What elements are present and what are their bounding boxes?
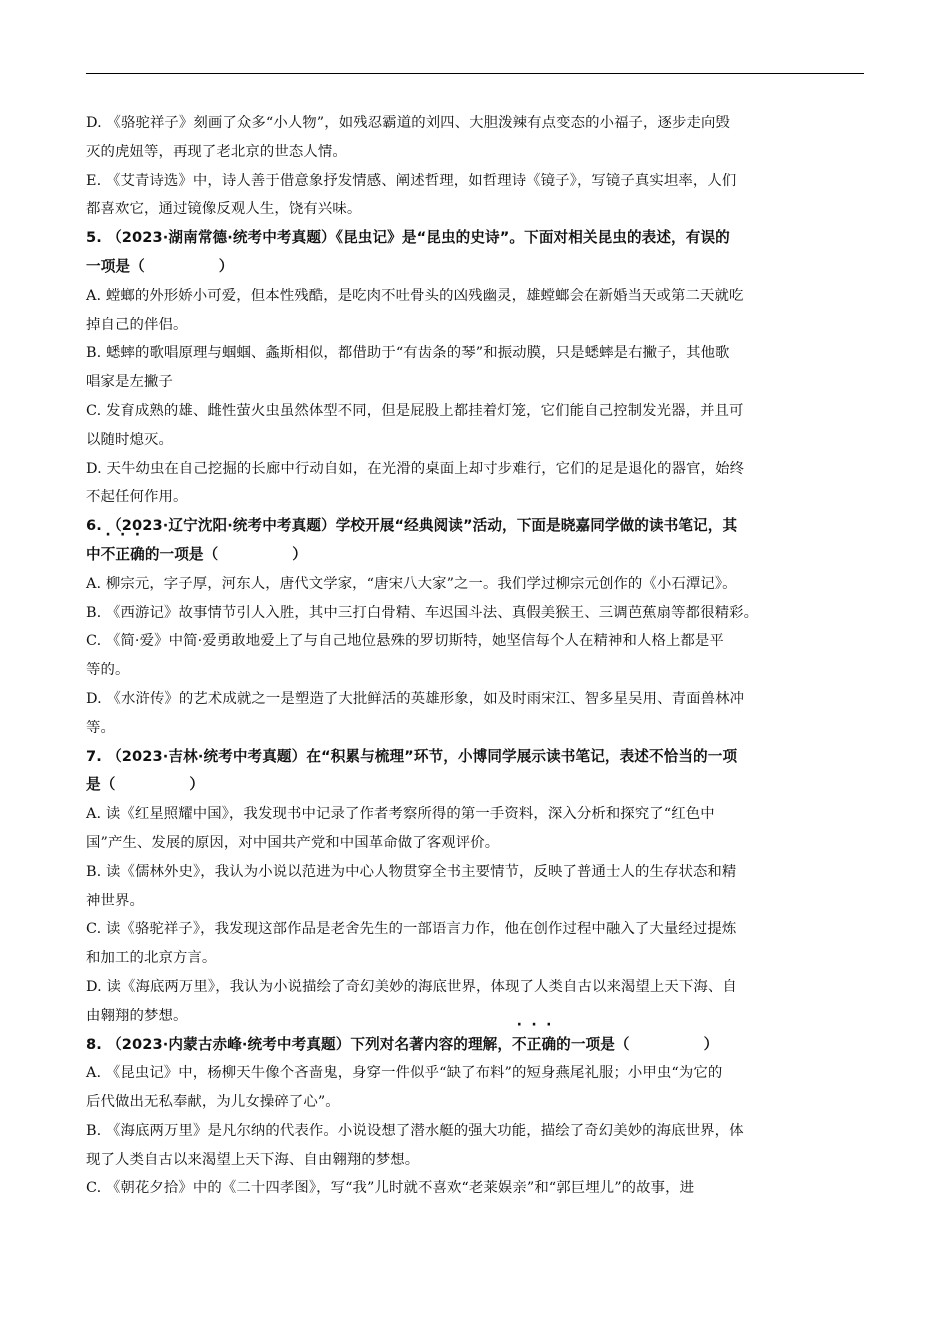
question-8-option-a: A. 《昆虫记》中，杨柳天牛像个吝啬鬼，身穿一件似乎“缺了布料”的短身燕尾礼服；小甲虫“为它的 [86,1065,723,1082]
question-8-option-c: C. 《朝花夕拾》中的《二十四孝图》，写“我”儿时就不喜欢“老莱娱亲”和“郭巨埋儿”的故事，进 [86,1180,695,1197]
question-5-option-d: D. 天牛幼虫在自己挖掘的长廊中行动自如，在光滑的桌面上却寸步难行，它们的足是退化的器官，始终 [86,460,745,477]
question-6-option-c: C. 《简·爱》中简·爱勇敢地爱上了与自己地位悬殊的罗切斯特，她坚信每个人在精神和人格上都是平 [86,633,724,650]
emphasis-dot-char: 正 [526,1035,542,1053]
question-5-option-a: A. 螳螂的外形娇小可爱，但本性残酷，是吃肉不吐骨头的凶残幽灵，雄螳螂会在新婚当天或第二天就吃 [86,287,744,304]
emphasis-dot-char: 不 [512,1035,527,1053]
question-7-option-a: A. 读《红星照耀中国》，我发现书中记录了作者考察所得的第一手资料，深入分析和探究了“红色中 [86,806,715,823]
question-7-stem: 7. （2023·吉林·统考中考真题）在“积累与梳理”环节，小博同学展示读书笔记，表述不恰当的一项 [86,747,738,765]
question-8-option-a: 后代做出无私奉献，为儿女操碎了心”。 [86,1094,340,1111]
emphasis-dot-char: 确 [130,545,145,563]
option-text-line: 灭的虎妞等，再现了老北京的世态人情。 [86,143,347,160]
emphasis-dot-char: 正 [115,545,131,563]
question-6-option-a: A. 柳宗元，字子厚，河东人，唐代文学家，“唐宋八大家”之一。我们学过柳宗元创作的《小石潭记》。 [86,575,737,592]
question-6-stem: 6. （2023·辽宁沈阳·统考中考真题）学校开展“经典阅读”活动，下面是晓嘉同学做的读书笔记，其 [86,517,738,535]
question-6-option-b: B. 《西游记》故事情节引人入胜，其中三打白骨精、车迟国斗法、真假美猴王、三调芭蕉扇等都很精彩。 [86,604,759,621]
question-7-option-c: C. 读《骆驼祥子》，我发现这部作品是老舍先生的一部语言力作，他在创作过程中融入了大量经过提炼 [86,921,737,938]
option-text-line: D. 《骆驼祥子》刻画了众多“小人物”，如残忍霸道的刘四、大胆泼辣有点变态的小福子，逐步走向毁 [86,115,730,131]
question-7-option-d: D. 读《海底两万里》，我认为小说描绘了奇幻美妙的海底世界，体现了人类自古以来渴望上天下海、自 [86,978,737,995]
question-7-option-b: 神世界。 [86,892,144,909]
question-8-stem: 8. （2023·内蒙古赤峰·统考中考真题）下列对名著内容的理解，不正确的一项是（ ） [86,1031,864,1060]
emphasis-dot-char: 确 [541,1035,557,1053]
option-text-line: E. 《艾青诗选》中，诗人善于借意象抒发情感、阐述哲理，如哲理诗《镜子》，写镜子真实坦率，人们 [86,172,737,189]
question-7-stem-end: 是（ ） [86,776,205,794]
question-7-option-d: 由翱翔的梦想。 [86,1007,188,1024]
emphasis-dotted-text [512,1036,556,1053]
question-6-option-c: 等的。 [86,662,130,679]
question-7-option-c: 和加工的北京方言。 [86,950,217,967]
question-7-option-a: 国”产生、发展的原因，对中国共产党和中国革命做了客观评价。 [86,834,500,851]
document-body [86,109,864,1203]
question-8-option-b: B. 《海底两万里》是凡尔纳的代表作。小说设想了潜水艇的强大功能，描绘了奇幻美妙的海底世界，体 [86,1122,744,1139]
question-6-option-d: D. 《水浒传》的艺术成就之一是塑造了大批鲜活的英雄形象，如及时雨宋江、智多星吴用、青面兽林冲 [86,690,745,707]
header-rule [86,73,864,74]
question-5-option-c: C. 发育成熟的雄、雌性萤火虫虽然体型不同，但是屁股上都挂着灯笼，它们能自己控制发光器，并且可 [86,402,744,419]
question-5-stem: 5. （2023·湖南常德·统考中考真题）《昆虫记》是“昆虫的史诗”。下面对相关昆虫的表述，有误的 [86,229,730,247]
question-6-stem-end: 中不正确的一项是（ ） [86,541,864,570]
question-5-option-a: 掉自己的伴侣。 [86,316,188,333]
emphasis-dot-char: 不 [100,545,116,563]
question-5-stem-end: 一项是（ ） [86,257,234,275]
option-text-line: 都喜欢它，通过镜像反观人生，饶有兴味。 [86,201,362,218]
question-5-option-b: B. 蟋蟀的歌唱原理与蝈蝈、螽斯相似，都借助于“有齿条的琴”和振动膜，只是蟋蟀是右撇子，其他歌 [86,345,730,362]
emphasis-dotted-text [101,546,145,563]
question-7-option-b: B. 读《儒林外史》，我认为小说以范进为中心人物贯穿全书主要情节，反映了普通士人的生存状态和精 [86,863,737,880]
question-5-option-c: 以随时熄灭。 [86,431,173,448]
question-6-option-d: 等。 [86,719,115,736]
question-5-option-b: 唱家是左撇子 [86,374,173,391]
question-5-option-d: 不起任何作用。 [86,489,188,506]
question-8-option-b: 现了人类自古以来渴望上天下海、自由翱翔的梦想。 [86,1151,420,1168]
